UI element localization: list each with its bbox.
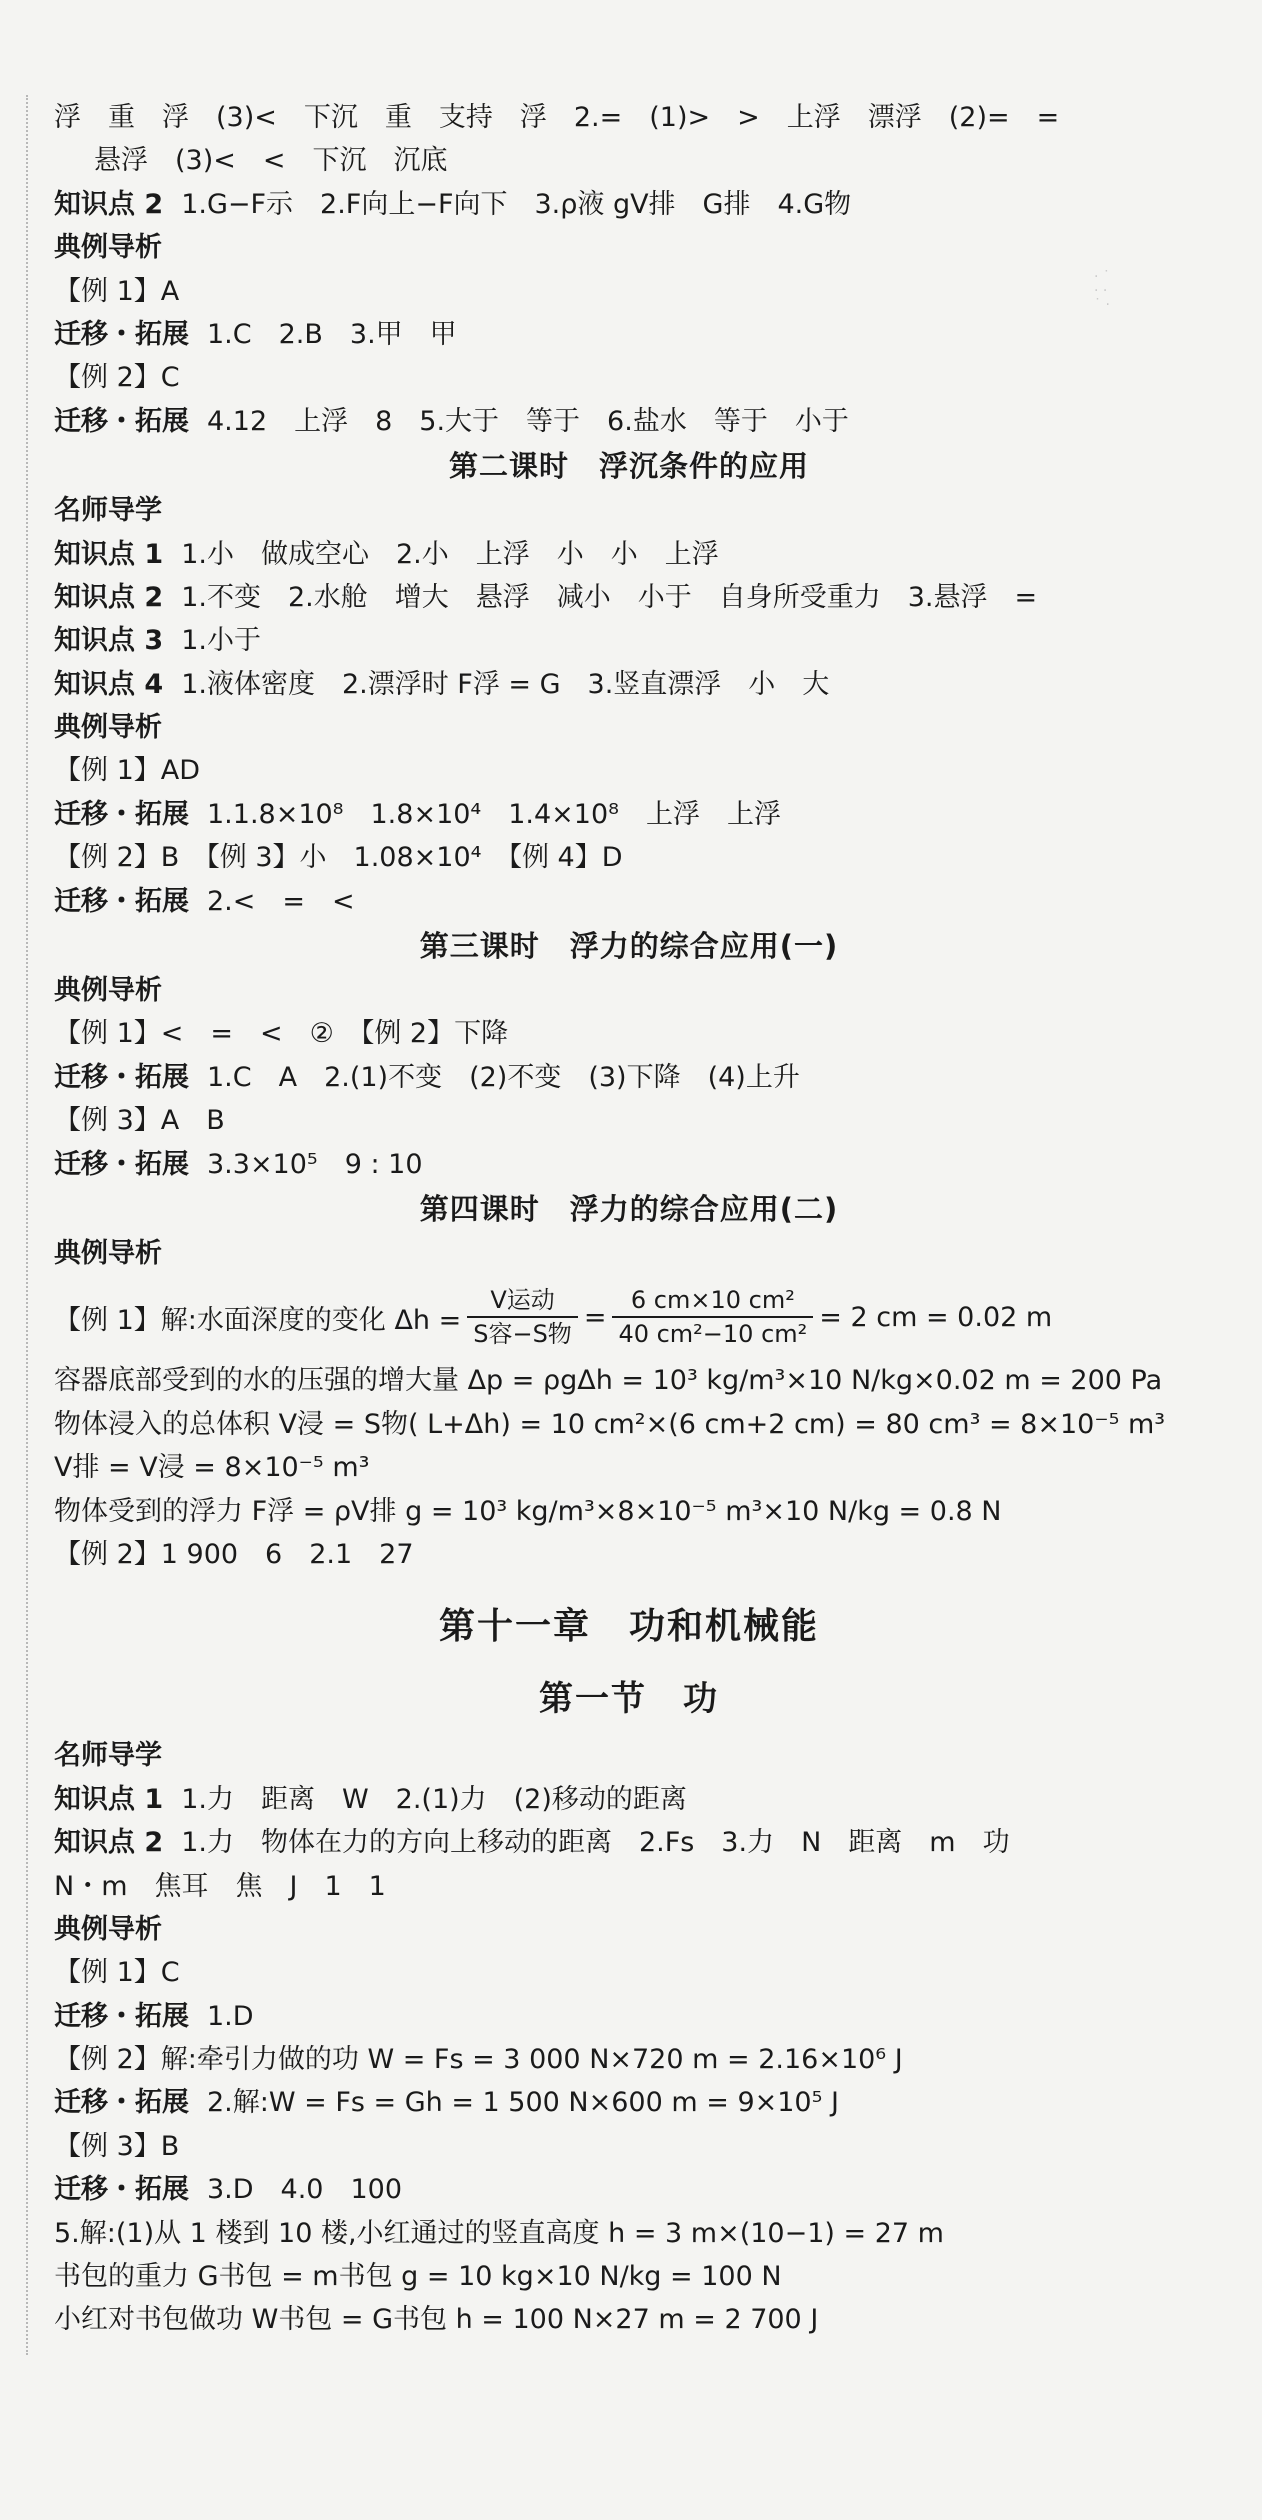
answer-line: [54, 2168, 1204, 2211]
knowledge-point-label: 知识点 4: [54, 668, 164, 700]
knowledge-point-label: 知识点 1: [54, 538, 164, 570]
subheading: 典例导析: [54, 712, 162, 744]
solution-line: 5.解:(1)从 1 楼到 10 楼,小红通过的竖直高度 h = 3 m×(10−1) = 27 m: [54, 2217, 944, 2249]
answer-line: [54, 663, 1204, 706]
answer-text: 3.D 4.0 100: [207, 2174, 403, 2206]
extension-label: 迁移・拓展: [54, 405, 189, 437]
answer-line: [54, 313, 1204, 356]
answer-line: [54, 880, 1204, 923]
knowledge-point-label: 知识点 1: [54, 1783, 164, 1815]
answer-line: [54, 533, 1204, 576]
example-answer: 【例 2】解:牵引力做的功 W = Fs = 3 000 N×720 m = 2.16×10⁶ J: [54, 2044, 903, 2076]
answer-line: [54, 400, 1204, 443]
answer-line: [54, 1778, 1204, 1821]
lesson-title: 第二课时 浮沉条件的应用: [448, 449, 809, 484]
answer-line: [54, 2081, 1204, 2124]
fraction-denominator: 40 cm²−10 cm²: [612, 1316, 813, 1350]
example-answer: 【例 2】B 【例 3】小 1.08×10⁴ 【例 4】D: [54, 842, 623, 874]
lesson-title: 第三课时 浮力的综合应用(一): [419, 929, 839, 964]
answer-text: 1.液体密度 2.漂浮时 F浮 = G 3.竖直漂浮 小 大: [181, 668, 830, 700]
answer-line: [54, 793, 1204, 836]
answer-line: [54, 1821, 1204, 1864]
example-answer: 【例 1】A: [54, 275, 180, 307]
fraction-denominator: S容−S物: [467, 1316, 578, 1350]
fraction-numerator: 6 cm×10 cm²: [630, 1286, 795, 1315]
example-answer: 【例 3】B: [54, 2130, 180, 2162]
knowledge-point-label: 知识点 2: [54, 1827, 164, 1859]
answer-line: N・m 焦耳 焦 J 1 1: [54, 1870, 386, 1902]
subheading: 典例导析: [54, 232, 162, 264]
fraction-volume-over-area: [467, 1284, 578, 1350]
extension-label: 迁移・拓展: [54, 2000, 189, 2032]
example-answer: 【例 1】< = < ② 【例 2】下降: [54, 1018, 509, 1050]
answer-line: [54, 1143, 1204, 1186]
section-title: 第一节 功: [539, 1679, 719, 1720]
answer-line: 悬浮 (3)< < 下沉 沉底: [94, 145, 448, 177]
answer-text: 1.小于: [181, 625, 261, 657]
solution-result: = 2 cm = 0.02 m: [819, 1301, 1053, 1333]
subheading: 典例导析: [54, 975, 162, 1007]
solution-formula-line: [54, 1275, 1204, 1359]
answer-text: 4.12 上浮 8 5.大于 等于 6.盐水 等于 小于: [207, 405, 849, 437]
example-answer: 【例 2】C: [54, 362, 180, 394]
subheading: 典例导析: [54, 1913, 162, 1945]
answer-text: 1.力 距离 W 2.(1)力 (2)移动的距离: [181, 1783, 687, 1815]
equals-sign: =: [583, 1301, 607, 1333]
knowledge-point-label: 知识点 2: [54, 581, 164, 613]
subheading: 名师导学: [54, 495, 162, 527]
answer-line: [54, 619, 1204, 662]
example-answer: 【例 1】AD: [54, 755, 201, 787]
answer-text: 1.力 物体在力的方向上移动的距离 2.Fs 3.力 N 距离 m 功: [181, 1827, 1010, 1859]
subheading: 名师导学: [54, 1740, 162, 1772]
chapter-title: 第十一章 功和机械能: [438, 1606, 819, 1648]
extension-label: 迁移・拓展: [54, 2174, 189, 2206]
answer-line: [54, 183, 1204, 226]
binding-margin-line: [26, 95, 28, 2355]
answer-text: 1.D: [207, 2000, 254, 2032]
extension-label: 迁移・拓展: [54, 1148, 189, 1180]
fraction-numeric: [612, 1284, 813, 1350]
example-answer: 【例 3】A B: [54, 1105, 225, 1137]
solution-line: 容器底部受到的水的压强的增大量 Δp = ρgΔh = 10³ kg/m³×10 N/kg×0.02 m = 200 Pa: [54, 1365, 1163, 1397]
knowledge-point-label: 知识点 3: [54, 625, 164, 657]
answer-text: 1.不变 2.水舱 增大 悬浮 减小 小于 自身所受重力 3.悬浮 =: [181, 581, 1038, 613]
solution-line: V排 = V浸 = 8×10⁻⁵ m³: [54, 1452, 370, 1484]
answer-text: 2.解:W = Fs = Gh = 1 500 N×600 m = 9×10⁵ J: [207, 2087, 839, 2119]
extension-label: 迁移・拓展: [54, 2087, 189, 2119]
answer-text: 3.3×10⁵ 9 : 10: [207, 1148, 423, 1180]
solution-line: 书包的重力 G书包 = m书包 g = 10 kg×10 N/kg = 100 N: [54, 2261, 782, 2293]
extension-label: 迁移・拓展: [54, 798, 189, 830]
solution-line: 物体受到的浮力 F浮 = ρV排 g = 10³ kg/m³×8×10⁻⁵ m³×10 N/kg = 0.8 N: [54, 1495, 1002, 1527]
knowledge-point-label: 知识点 2: [54, 188, 164, 220]
example-answer: 【例 1】C: [54, 1957, 180, 1989]
answer-line: [54, 1995, 1204, 2038]
answer-text: 2.< = <: [207, 885, 355, 917]
solution-line: 小红对书包做功 W书包 = G书包 h = 100 N×27 m = 2 700 J: [54, 2304, 819, 2336]
extension-label: 迁移・拓展: [54, 318, 189, 350]
solution-line: 物体浸入的总体积 V浸 = S物( L+Δh) = 10 cm²×(6 cm+2 cm) = 80 cm³ = 8×10⁻⁵ m³: [54, 1408, 1166, 1440]
answer-line: 浮 重 浮 (3)< 下沉 重 支持 浮 2.= (1)> > 上浮 漂浮 (2)= =: [54, 102, 1060, 133]
answer-text: 1.小 做成空心 2.小 上浮 小 小 上浮: [181, 538, 719, 570]
extension-label: 迁移・拓展: [54, 885, 189, 917]
solution-text: 【例 1】解:水面深度的变化 Δh =: [54, 1304, 462, 1336]
subheading: 典例导析: [54, 1237, 162, 1269]
answer-line: [54, 576, 1204, 619]
extension-label: 迁移・拓展: [54, 1061, 189, 1093]
answer-line: [54, 1056, 1204, 1099]
scan-smudge: · ˙ · · ˙ ·: [1094, 269, 1110, 313]
answer-text: 1.1.8×10⁸ 1.8×10⁴ 1.4×10⁸ 上浮 上浮: [207, 798, 781, 830]
answer-content: [54, 96, 1204, 2342]
fraction-numerator: V运动: [490, 1286, 555, 1315]
lesson-title: 第四课时 浮力的综合应用(二): [419, 1191, 839, 1226]
example-answer: 【例 2】1 900 6 2.1 27: [54, 1538, 414, 1570]
answer-text: 1.G−F示 2.F向上−F向下 3.ρ液 gV排 G排 4.G物: [181, 188, 852, 220]
answer-text: 1.C 2.B 3.甲 甲: [207, 318, 457, 350]
answer-text: 1.C A 2.(1)不变 (2)不变 (3)下降 (4)上升: [207, 1061, 800, 1093]
